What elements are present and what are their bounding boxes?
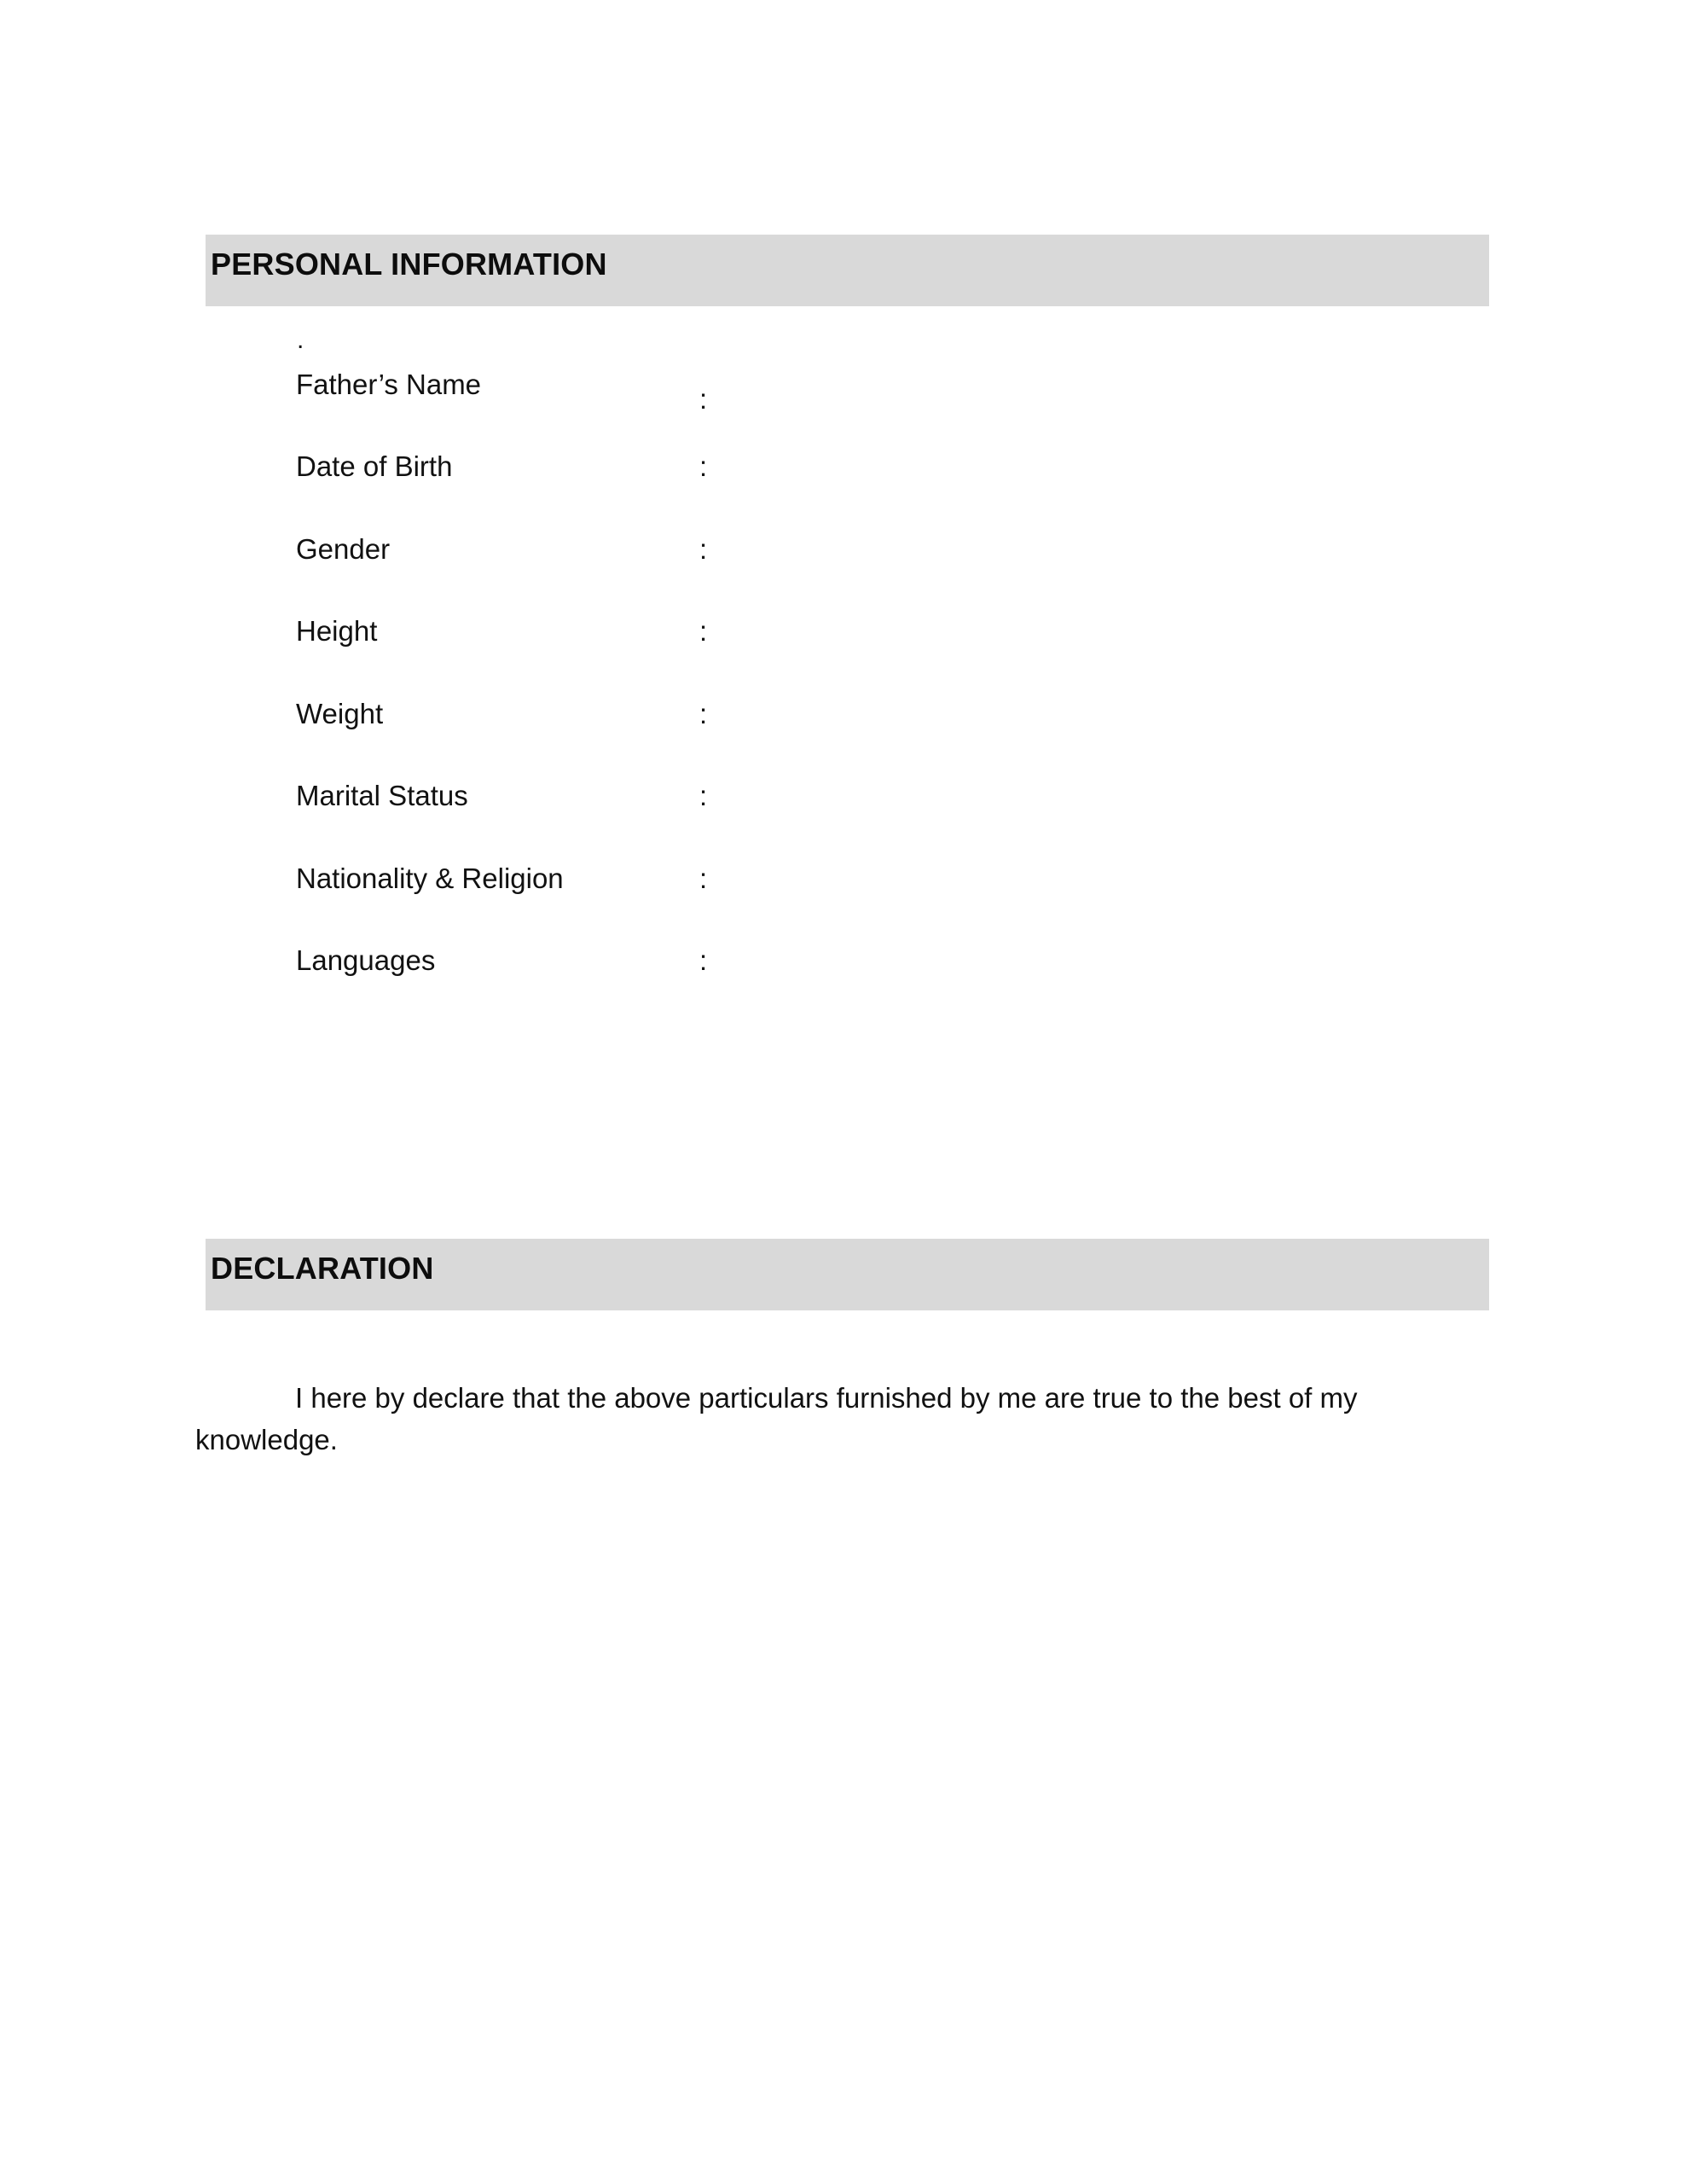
field-row-nationality-religion [0,862,1687,913]
field-label-nationality-religion: Nationality & Religion [296,863,564,894]
personal-information-title: PERSONAL INFORMATION [211,247,607,282]
field-separator: : [699,450,708,482]
field-separator: : [699,533,708,565]
field-row-gender [0,532,1687,584]
declaration-text: I here by declare that the above particulars furnished by me are true to the best of my knowledge. [195,1382,1358,1455]
stray-dot-mark: . [297,326,304,354]
field-row-date-of-birth [0,450,1687,501]
declaration-header [206,1239,1489,1310]
field-label-gender: Gender [296,533,391,565]
field-separator: : [699,615,708,647]
field-label-languages: Languages [296,944,436,976]
field-separator: : [699,944,708,976]
field-row-marital-status [0,779,1687,830]
field-row-height [0,614,1687,665]
declaration-title: DECLARATION [211,1251,434,1286]
field-separator: : [699,383,708,415]
field-row-languages [0,944,1687,995]
field-row-weight [0,697,1687,748]
field-separator: : [699,780,708,811]
field-label-height: Height [296,615,378,647]
field-separator: : [699,698,708,729]
field-label-weight: Weight [296,698,384,729]
field-label-date-of-birth: Date of Birth [296,450,453,482]
personal-information-header [206,235,1489,306]
field-row-fathers-name [0,368,1687,419]
field-separator: : [699,863,708,894]
field-label-marital-status: Marital Status [296,780,468,811]
field-label-fathers-name: Father’s Name [296,369,482,400]
